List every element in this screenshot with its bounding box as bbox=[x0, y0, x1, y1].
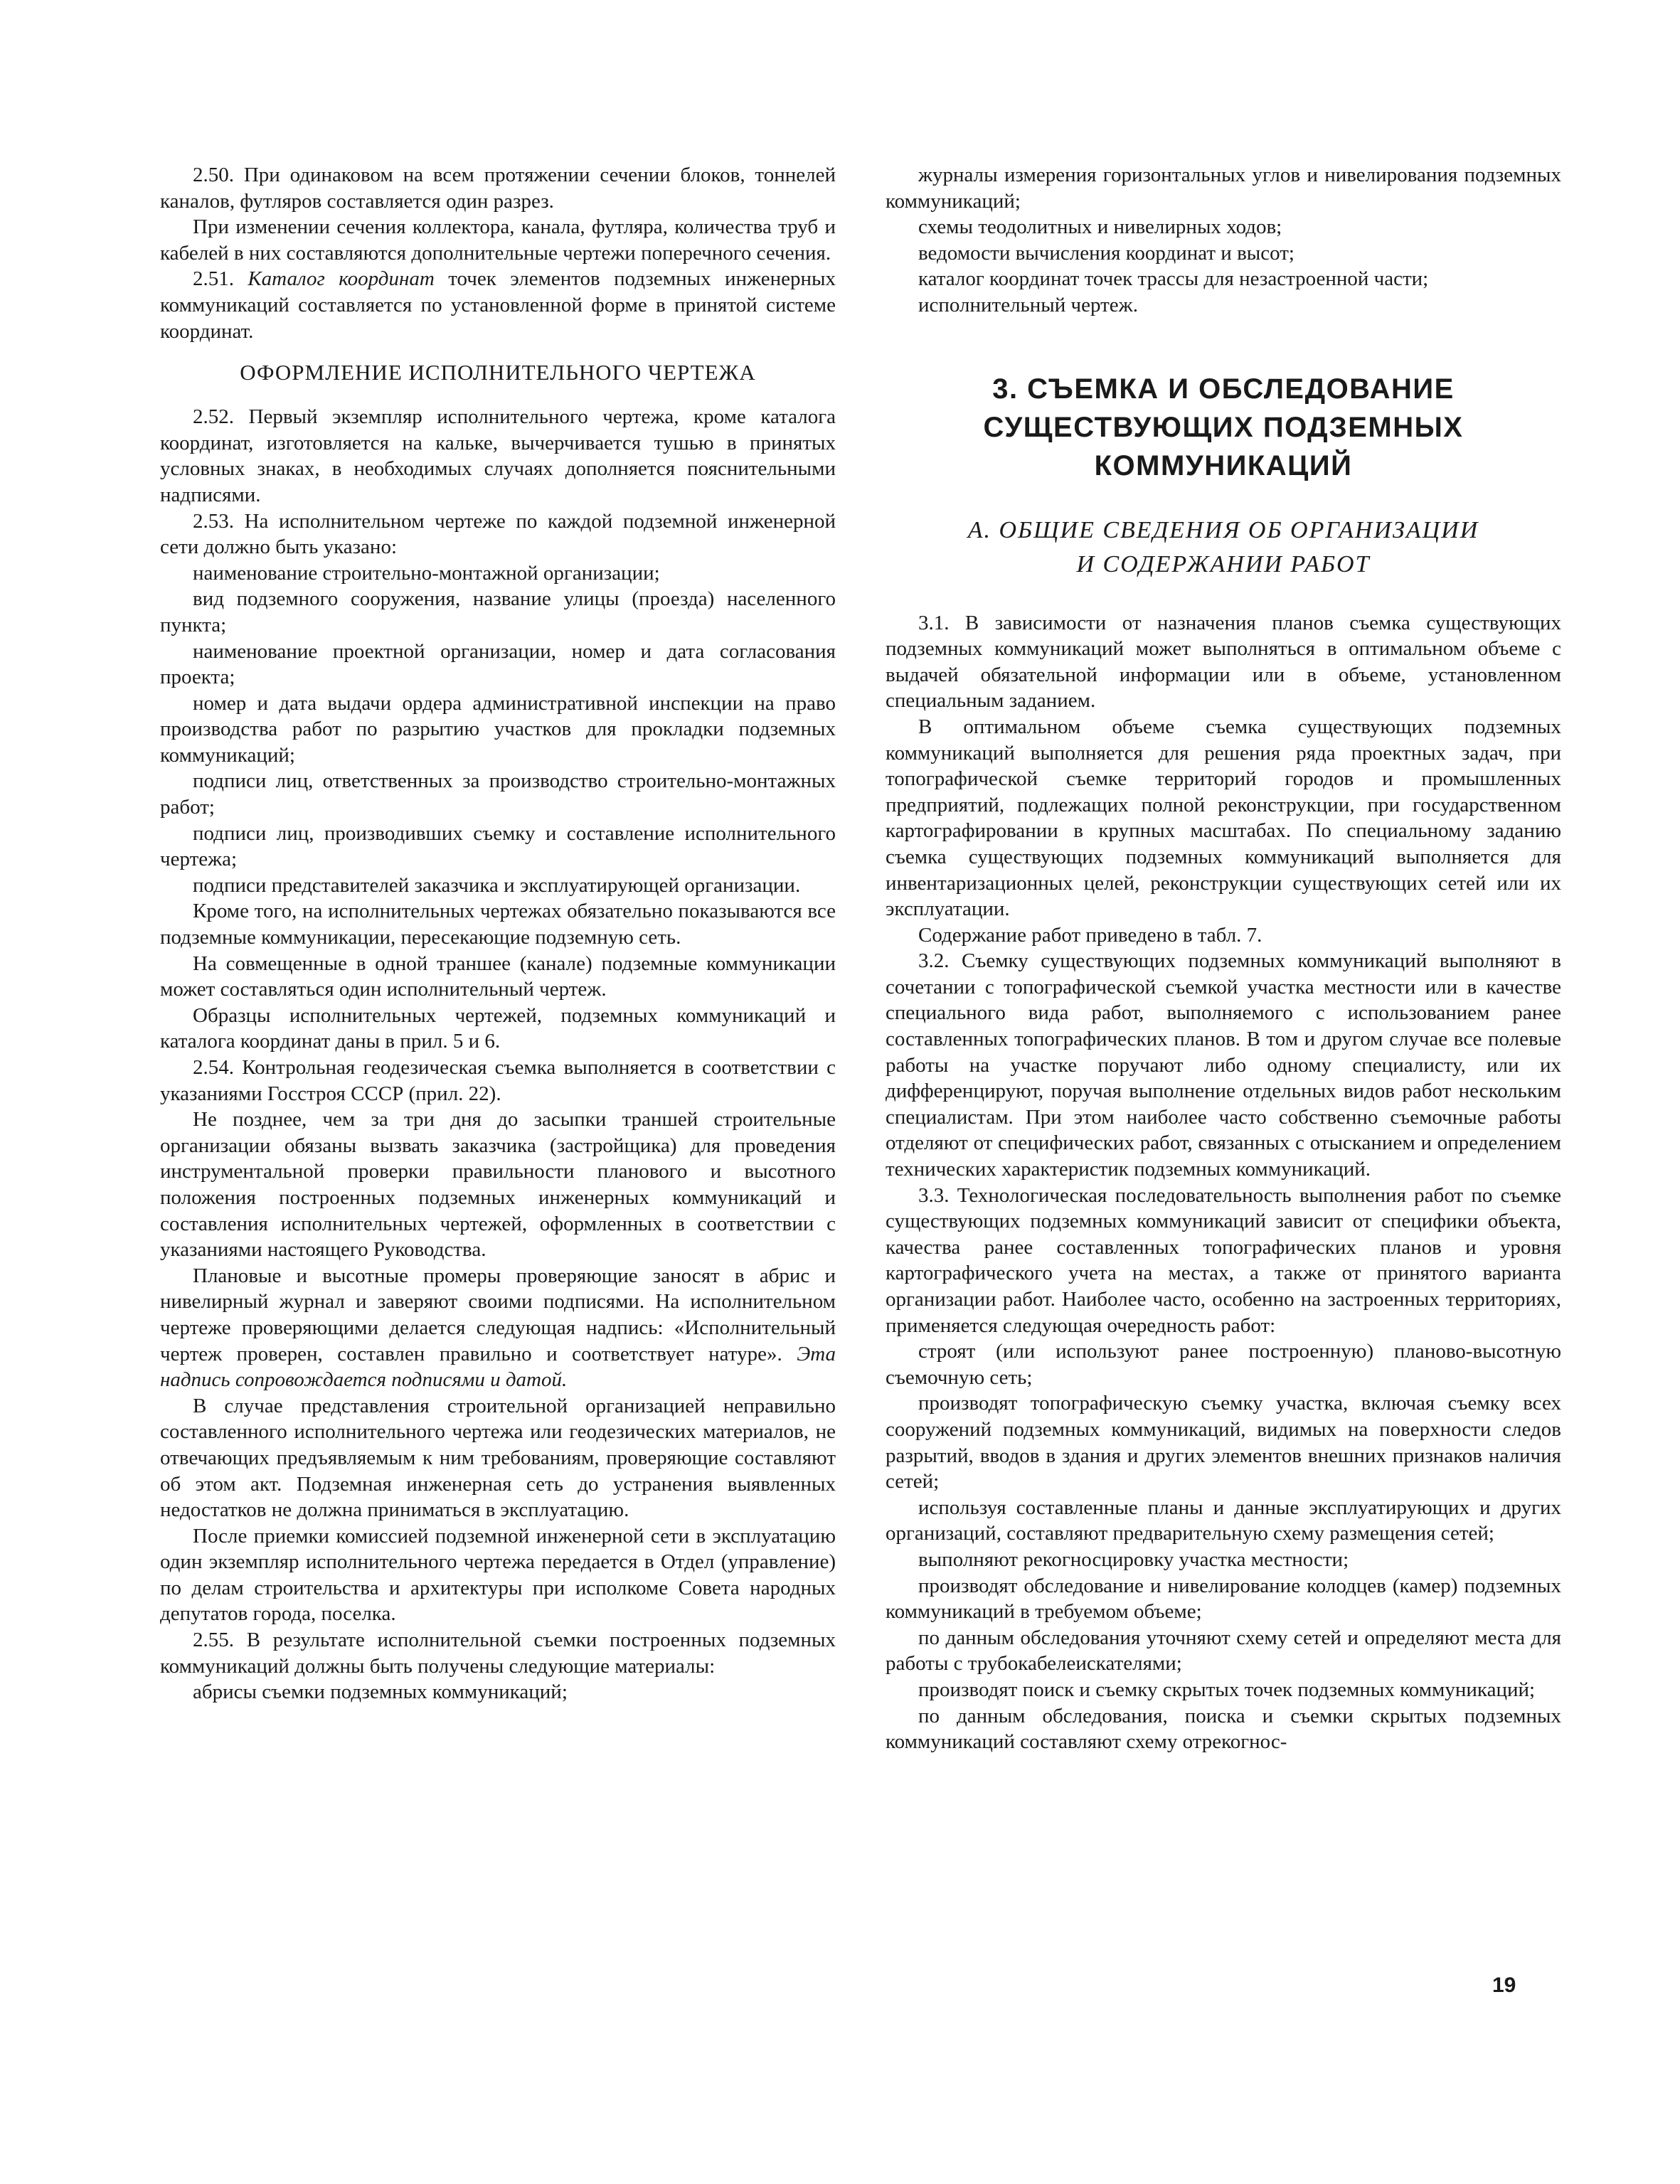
list-item: подписи лиц, ответственных за производство строительно-монтажных работ; bbox=[160, 769, 836, 819]
clause-number: 2.53. bbox=[193, 509, 234, 533]
paragraph-text: Технологическая последовательность выполнения работ по съемке существующих подземных коммуникаций зависит от специфики объекта, качества ранее составленных топографических планов и уровня картографического учета на местах, а также от принятого варианта организации работ. Наиболее часто, особенно на застроенных территориях, применяется следующая очередность работ: bbox=[886, 1183, 1561, 1337]
paragraph: Не позднее, чем за три дня до засыпки траншей строительные организации обязаны вызвать заказчика (застройщика) для проведения инструментальной проверки правильности планового и высотного положения построенных подземных инженерных коммуникаций и составления исполнительных чертежей, оформленных в соответствии с указаниями настоящего Руководства. bbox=[160, 1108, 836, 1262]
paragraph: При изменении сечения коллектора, канала, футляра, количества труб и кабелей в них составляются дополнительные чертежи поперечного сечения. bbox=[160, 215, 836, 265]
page-number: 19 bbox=[1492, 1973, 1516, 1997]
list-item: подписи лиц, производивших съемку и составление исполнительного чертежа; bbox=[160, 821, 836, 871]
paragraph: Кроме того, на исполнительных чертежах обязательно показываются все подземные коммуникации, пересекающие подземную сеть. bbox=[160, 900, 836, 949]
left-column bbox=[160, 162, 836, 1705]
paragraph: Образцы исполнительных чертежей, подземных коммуникаций и каталога координат даны в прил. 5 и 6. bbox=[160, 1003, 836, 1053]
section-heading: ОФОРМЛЕНИЕ ИСПОЛНИТЕЛЬНОГО ЧЕРТЕЖА bbox=[240, 360, 756, 385]
clause-number: 2.51. bbox=[193, 267, 234, 291]
list-item: используя составленные планы и данные эксплуатирующих и других организаций, составляют предварительную схему размещения сетей; bbox=[886, 1496, 1561, 1545]
paragraph: В оптимальном объеме съемка существующих подземных коммуникаций выполняется для решения ряда проектных задач, при топографической съемке территорий городов и промышленных предприятий, подлежащих полной реконструкции, при государственном картографировании в крупных масштабах. По специальному заданию съемка существующих подземных коммуникаций выполняется для инвентаризационных целей, реконструкции существующих сетей или их эксплуатации. bbox=[886, 715, 1561, 921]
chapter-title bbox=[886, 370, 1561, 485]
chapter-title-line: КОММУНИКАЦИЙ bbox=[1094, 449, 1353, 481]
clause-number: 2.50. bbox=[193, 164, 234, 186]
italic-term: Каталог координат bbox=[248, 267, 435, 291]
right-column bbox=[886, 162, 1561, 1755]
paragraph-3-2 bbox=[886, 948, 1561, 1182]
paragraph-2-54 bbox=[160, 1055, 836, 1107]
list-item: производят поиск и съемку скрытых точек подземных коммуникаций; bbox=[918, 1678, 1536, 1701]
chapter-title-line: 3. СЪЕМКА И ОБСЛЕДОВАНИЕ bbox=[992, 373, 1455, 405]
subsection-title-line: И СОДЕРЖАНИИ РАБОТ bbox=[1076, 550, 1371, 577]
list-item: вид подземного сооружения, название улицы (проезда) населенного пункта; bbox=[160, 587, 836, 636]
list-item: исполнительный чертеж. bbox=[918, 293, 1138, 316]
list-item: журналы измерения горизонтальных углов и нивелирования подземных коммуникаций; bbox=[886, 164, 1561, 213]
subsection-title-line: А. ОБЩИЕ СВЕДЕНИЯ ОБ ОРГАНИЗАЦИИ bbox=[967, 516, 1479, 543]
clause-number: 2.52. bbox=[193, 405, 234, 429]
paragraph-text: В зависимости от назначения планов съемка существующих подземных коммуникаций может выполняться в оптимальном объеме с выдачей обязательной информации или в объеме, установленном специальным заданием. bbox=[886, 611, 1561, 713]
list-item: строят (или используют ранее построенную) планово-высотную съемочную сеть; bbox=[886, 1340, 1561, 1389]
clause-number: 2.54. bbox=[193, 1056, 234, 1079]
list-item: схемы теодолитных и нивелирных ходов; bbox=[918, 215, 1282, 239]
paragraph-text: точек элементов подземных инженерных коммуникаций составляется по установленной форме в принятой системе координат. bbox=[160, 267, 836, 343]
chapter-title-line: СУЩЕСТВУЮЩИХ ПОДЗЕМНЫХ bbox=[983, 411, 1464, 443]
subsection-title bbox=[886, 513, 1561, 582]
paragraph-2-55 bbox=[160, 1627, 836, 1679]
paragraph-2-50 bbox=[160, 162, 836, 214]
paragraph-2-51 bbox=[160, 266, 836, 344]
list-item: абрисы съемки подземных коммуникаций; bbox=[193, 1680, 568, 1704]
paragraph-text: Плановые и высотные промеры проверяющие заносят в абрис и нивелирный журнал и заверяют своими подписями. На исполнительном чертеже проверяющими делается следующая надпись: «Исполнительный чертеж проверен, составлен правильно и соответствует натуре». bbox=[160, 1264, 836, 1365]
list-item: подписи представителей заказчика и эксплуатирующей организации. bbox=[193, 873, 801, 897]
paragraph-text: При одинаковом на всем протяжении сечении блоков, тоннелей каналов, футляров составляется один разрез. bbox=[160, 164, 836, 213]
paragraph: На совмещенные в одной траншее (канале) подземные коммуникации может составляться один исполнительный чертеж. bbox=[160, 952, 836, 1001]
paragraph: Содержание работ приведено в табл. 7. bbox=[918, 923, 1262, 947]
clause-number: 2.55. bbox=[193, 1629, 234, 1652]
paragraph: В случае представления строительной организацией неправильно составленного исполнительного чертежа или геодезических материалов, не отвечающих предъявляемым к ним требованиям, проверяющие составляют об этом акт. Подземная инженерная сеть до устранения выявленных недостатков не должна приниматься в эксплуатацию. bbox=[160, 1394, 836, 1522]
paragraph-3-3 bbox=[886, 1183, 1561, 1339]
paragraph bbox=[160, 1263, 836, 1393]
clause-number: 3.3. bbox=[918, 1183, 950, 1207]
paragraph-text: Съемку существующих подземных коммуникаций выполняют в сочетании с топографической съемкой участка местности или в качестве специального вида работ, выполняемого с использованием ранее составленных топографических планов. В том и другом случае все полевые работы на участке поручают либо одному специалисту, или их дифференцируют, поручая выполнение отдельных видов работ нескольким специалистам. При этом наиболее часто собственно съемочные работы отделяют от специфических работ, связанных с отысканием и определением технических характеристик подземных коммуникаций. bbox=[886, 949, 1561, 1181]
list-item: производят обследование и нивелирование колодцев (камер) подземных коммуникаций в требуемом объеме; bbox=[886, 1574, 1561, 1624]
paragraph-3-1 bbox=[886, 610, 1561, 714]
paragraph-text: Контрольная геодезическая съемка выполняется в соответствии с указаниями Госстроя СССР (прил. 22). bbox=[160, 1056, 836, 1105]
list-item: наименование строительно-монтажной организации; bbox=[193, 561, 660, 585]
list-item: ведомости вычисления координат и высот; bbox=[918, 241, 1294, 265]
paragraph: После приемки комиссией подземной инженерной сети в эксплуатацию один экземпляр исполнительного чертежа передается в Отдел (управление) по делам строительства и архитектуры при исполкоме Совета народных депутатов города, поселка. bbox=[160, 1524, 836, 1626]
paragraph-text: В результате исполнительной съемки построенных подземных коммуникаций должны быть получены следующие материалы: bbox=[160, 1629, 836, 1678]
clause-number: 3.2. bbox=[918, 949, 950, 973]
paragraph-text: Первый экземпляр исполнительного чертежа, кроме каталога координат, изготовляется на кальке, вычерчивается тушью в принятых условных знаках, в необходимых случаях дополняется пояснительными надписями. bbox=[160, 405, 836, 506]
list-item: номер и дата выдачи ордера административной инспекции на право производства работ по разрытию участков для прокладки подземных коммуникаций; bbox=[160, 691, 836, 767]
paragraph-2-53 bbox=[160, 508, 836, 560]
paragraph-2-52 bbox=[160, 404, 836, 508]
italic-note: Эта надпись сопровождается подписями и датой. bbox=[160, 1342, 836, 1392]
list-item: каталог координат точек трассы для незастроенной части; bbox=[918, 267, 1429, 291]
list-item: по данным обследования уточняют схему сетей и определяют места для работы с трубокабелеискателями; bbox=[886, 1626, 1561, 1676]
list-item: по данным обследования, поиска и съемки скрытых подземных коммуникаций составляют схему отрекогнос- bbox=[886, 1704, 1561, 1754]
list-item: производят топографическую съемку участка, включая съемку всех сооружений подземных коммуникаций, видимых на поверхности следов разрытий, вводов в здания и других элементов внешних признаков наличия сетей; bbox=[886, 1392, 1561, 1493]
paragraph-text: На исполнительном чертеже по каждой подземной инженерной сети должно быть указано: bbox=[160, 509, 836, 559]
list-item: наименование проектной организации, номер и дата согласования проекта; bbox=[160, 639, 836, 689]
clause-number: 3.1. bbox=[918, 611, 950, 634]
list-item: выполняют рекогносцировку участка местности; bbox=[918, 1548, 1349, 1571]
